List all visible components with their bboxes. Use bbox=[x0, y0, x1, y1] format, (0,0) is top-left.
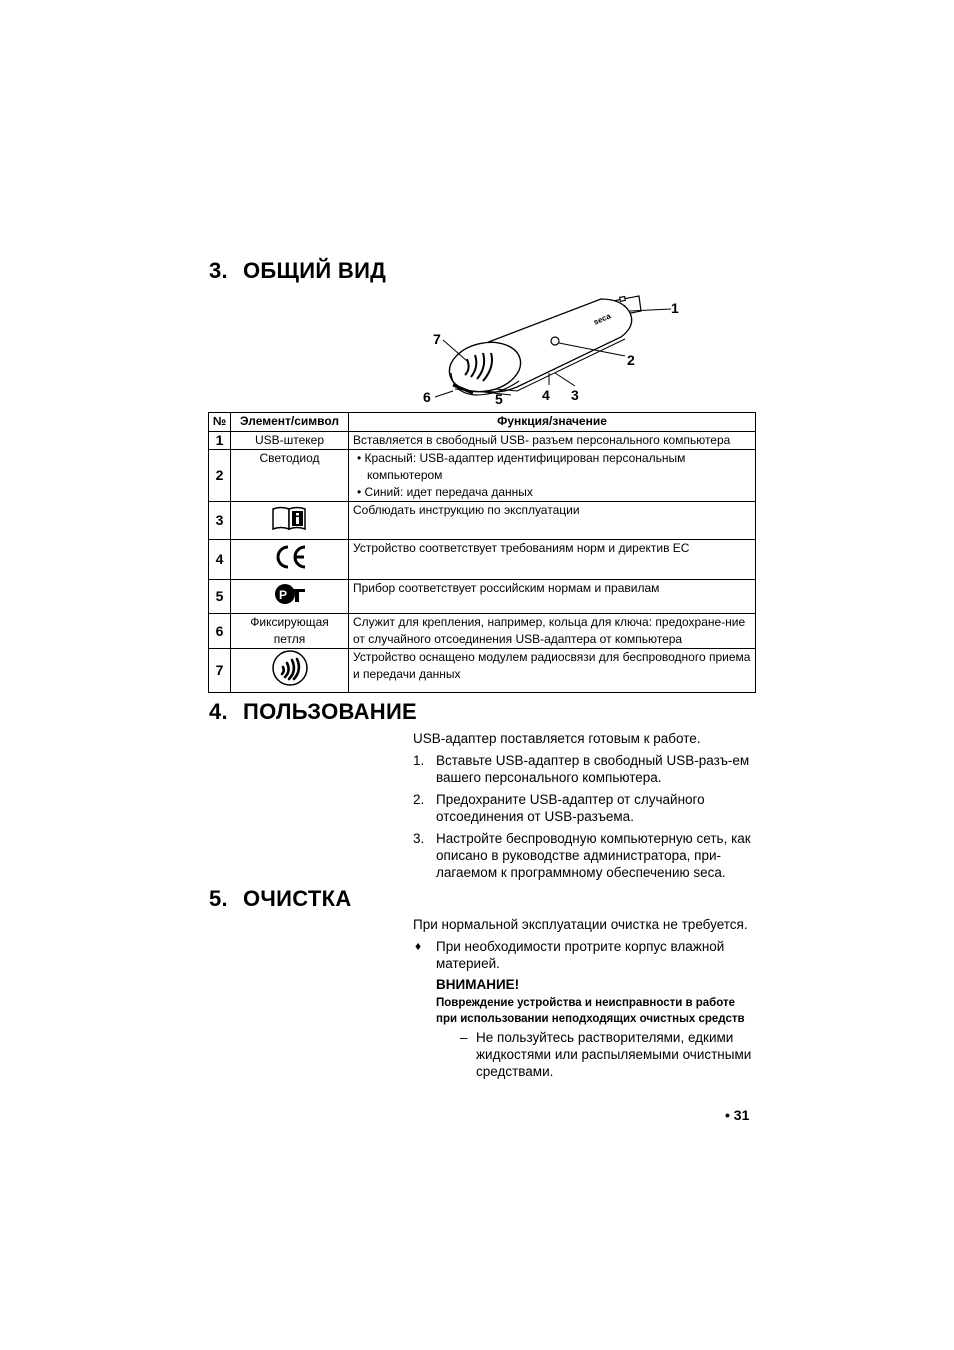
bullet-text: При необходимости протрите корпус влажной материей. bbox=[436, 939, 725, 971]
table-row bbox=[209, 580, 756, 614]
usage-steps bbox=[413, 752, 758, 881]
row-number: 1 bbox=[209, 432, 231, 450]
callout-1: 1 bbox=[671, 300, 679, 316]
usage-intro: USB-адаптер поставляется готовым к работе. bbox=[413, 731, 701, 746]
row-element: USB-штекер bbox=[231, 432, 349, 450]
list-item bbox=[413, 752, 758, 786]
row-element: Фиксирующая петля bbox=[231, 614, 349, 649]
usage-content bbox=[413, 730, 758, 881]
section-heading-cleaning bbox=[209, 886, 352, 912]
step-number: 3. bbox=[413, 831, 425, 846]
brand-logo: seca bbox=[592, 311, 613, 327]
ce-mark-icon bbox=[272, 544, 308, 570]
callout-6: 6 bbox=[423, 389, 431, 405]
warning-title: ВНИМАНИЕ! bbox=[436, 977, 520, 992]
led-indicator bbox=[551, 337, 559, 345]
page-number: • 31 bbox=[725, 1107, 750, 1123]
row-number: 7 bbox=[209, 649, 231, 693]
step-number: 2. bbox=[413, 792, 425, 807]
col-header-function: Функция/значение bbox=[349, 413, 756, 432]
row-symbol bbox=[231, 502, 349, 540]
callout-2: 2 bbox=[627, 352, 635, 368]
row-number: 5 bbox=[209, 580, 231, 614]
manual-info-icon bbox=[271, 505, 309, 531]
cleaning-content bbox=[413, 916, 758, 1080]
section-title: ОБЩИЙ ВИД bbox=[243, 258, 387, 283]
usb-adapter-figure bbox=[415, 293, 695, 405]
table-row bbox=[209, 450, 756, 502]
table-row bbox=[209, 432, 756, 450]
row-function: Служит для крепления, например, кольца для ключа: предохране-ние от случайного отсоединения USB-адаптера от компьютера bbox=[349, 614, 756, 649]
svg-text:P: P bbox=[278, 588, 287, 602]
section-number: 5. bbox=[209, 886, 228, 911]
cleaning-intro: При нормальной эксплуатации очистка не требуется. bbox=[413, 917, 748, 932]
row-element: Светодиод bbox=[231, 450, 349, 502]
list-item bbox=[413, 830, 758, 881]
row-symbol bbox=[231, 580, 349, 614]
step-text: Предохраните USB-адаптер от случайного отсоединения от USB-разъема. bbox=[436, 792, 705, 824]
section-title: ПОЛЬЗОВАНИЕ bbox=[243, 699, 418, 724]
list-item bbox=[413, 791, 758, 825]
table-row bbox=[209, 649, 756, 693]
row-symbol bbox=[231, 649, 349, 693]
step-number: 1. bbox=[413, 753, 425, 768]
step-text: Настройте беспроводную компьютерную сеть, как описано в руководстве администратора, при-лагаемом к программному обеспечению seca. bbox=[436, 831, 751, 880]
row-number: 6 bbox=[209, 614, 231, 649]
row-function: Вставляется в свободный USB- разъем персонального компьютера bbox=[349, 432, 756, 450]
list-item bbox=[413, 938, 758, 972]
list-item bbox=[413, 1029, 758, 1080]
radio-module-icon bbox=[271, 649, 309, 687]
section-heading-overview bbox=[209, 258, 386, 284]
row-number: 2 bbox=[209, 450, 231, 502]
row-function: Соблюдать инструкцию по эксплуатации bbox=[349, 502, 756, 540]
dash-marker: – bbox=[460, 1030, 468, 1045]
row-symbol bbox=[231, 540, 349, 580]
row-function: Устройство соответствует требованиям норм и директив ЕС bbox=[349, 540, 756, 580]
warning-text: Повреждение устройства и неисправности в работе при использовании неподходящих очистных средств bbox=[436, 997, 745, 1025]
table-row bbox=[209, 502, 756, 540]
table-header-row bbox=[209, 413, 756, 432]
callout-4: 4 bbox=[542, 387, 550, 403]
row-function: Устройство оснащено модулем радиосвязи для беспроводного приема и передачи данных bbox=[349, 649, 756, 693]
callout-5: 5 bbox=[495, 391, 503, 405]
list-item: • Красный: USB-адаптер идентифицирован персональным компьютером bbox=[357, 451, 686, 482]
row-function bbox=[349, 450, 756, 502]
row-number: 3 bbox=[209, 502, 231, 540]
section-number: 4. bbox=[209, 699, 228, 724]
section-heading-usage bbox=[209, 699, 417, 725]
col-header-no: № bbox=[209, 413, 231, 432]
section-title: ОЧИСТКА bbox=[243, 886, 352, 911]
dash-text: Не пользуйтесь растворителями, едкими жидкостями или распыляемыми очистными средствами. bbox=[476, 1030, 752, 1079]
callout-7: 7 bbox=[433, 331, 441, 347]
section-number: 3. bbox=[209, 258, 228, 283]
pct-mark-icon bbox=[273, 582, 307, 606]
diamond-bullet-icon: ♦ bbox=[415, 939, 422, 953]
col-header-element: Элемент/символ bbox=[231, 413, 349, 432]
component-table bbox=[208, 412, 756, 693]
row-function: Прибор соответствует российским нормам и правилам bbox=[349, 580, 756, 614]
list-item: • Синий: идет передача данных bbox=[357, 485, 533, 499]
step-text: Вставьте USB-адаптер в свободный USB-разъ-ем вашего персонального компьютера. bbox=[436, 753, 750, 785]
row-number: 4 bbox=[209, 540, 231, 580]
table-row bbox=[209, 614, 756, 649]
table-row bbox=[209, 540, 756, 580]
callout-3: 3 bbox=[571, 387, 579, 403]
